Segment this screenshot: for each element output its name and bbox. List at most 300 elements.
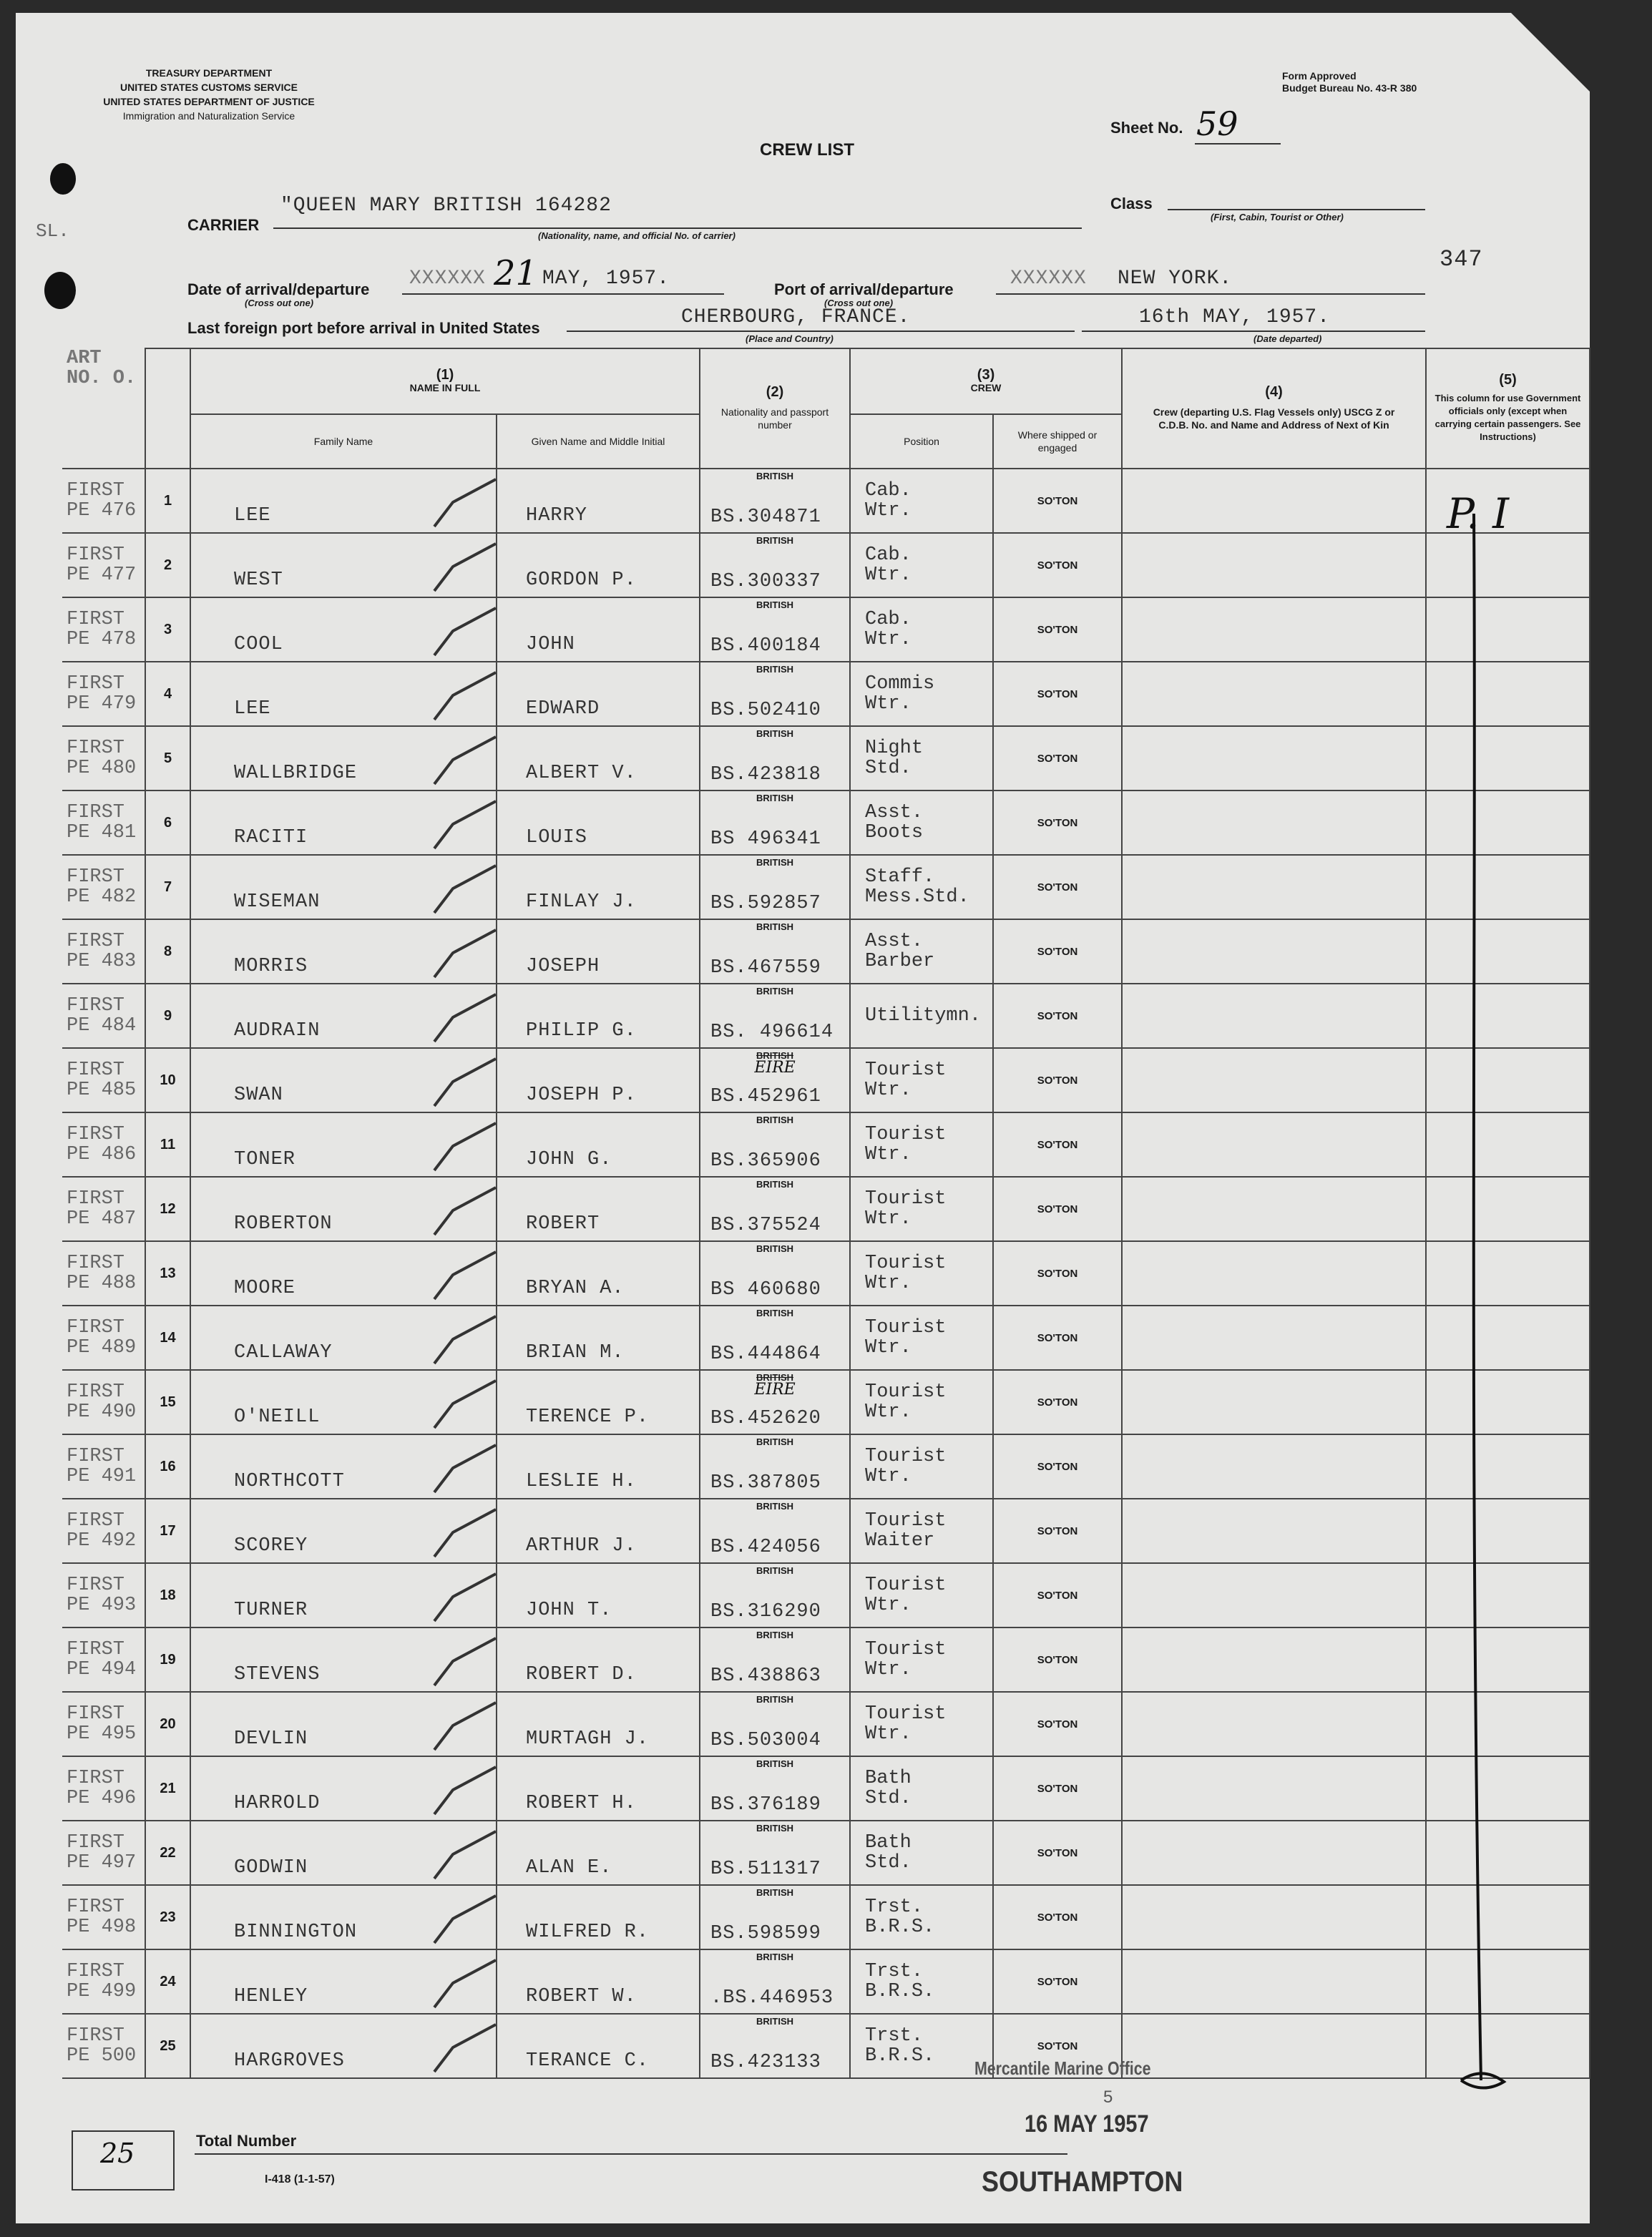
row-number: 23 — [145, 1885, 190, 1949]
position-cell — [850, 1949, 993, 2014]
nationality: BRITISH — [756, 1823, 794, 1834]
family-name: TONER — [234, 1149, 296, 1170]
position-line: Tourist — [865, 1510, 947, 1532]
check-mark — [427, 1568, 506, 1625]
given-name-cell — [497, 1370, 700, 1434]
check-mark — [427, 1311, 506, 1368]
margin-class: FIRST — [67, 802, 125, 823]
passport-number: BS.304871 — [710, 506, 821, 528]
nationality: BRITISH — [756, 1887, 794, 1898]
position-line: Tourist — [865, 1059, 947, 1081]
given-name: ALAN E. — [526, 1857, 612, 1879]
passport-number: BS.444864 — [710, 1343, 821, 1365]
margin-class: FIRST — [67, 1317, 125, 1338]
given-name-header: Given Name and Middle Initial — [497, 414, 700, 469]
nationality: BRITISH — [756, 1565, 794, 1576]
col4-title: Crew (departing U.S. Flag Vessels only) USCG Z or C.D.B. No. and Name and Address of Next of Kin — [1153, 406, 1395, 431]
given-name-cell — [497, 1241, 700, 1306]
margin-pe: PE 478 — [67, 629, 137, 650]
table-row — [62, 1112, 1590, 1177]
col5-title: This column for use Government officials only (except when carrying certain passengers. See Instructions) — [1434, 393, 1581, 442]
nationality: BRITISH — [756, 921, 794, 932]
given-name: TERANCE C. — [526, 2050, 650, 2072]
col5-mark: P. I — [1447, 489, 1510, 538]
crew-list-document — [16, 13, 1590, 2223]
position-line: Wtr. — [865, 1466, 911, 1487]
position-line: Asst. — [865, 802, 924, 823]
nationality: BRITISH — [756, 535, 794, 546]
family-name-cell — [190, 1692, 497, 1756]
check-mark — [427, 1890, 506, 1947]
margin-note-cell — [62, 790, 145, 855]
passport-number: BS.400184 — [710, 635, 821, 657]
check-mark — [427, 667, 506, 724]
table-row — [62, 726, 1590, 790]
next-of-kin-cell — [1122, 1434, 1426, 1499]
position-line: Tourist — [865, 1124, 947, 1145]
margin-pe: PE 486 — [67, 1144, 137, 1165]
margin-class: FIRST — [67, 1703, 125, 1725]
next-of-kin-cell — [1122, 1370, 1426, 1434]
row-number: 14 — [145, 1306, 190, 1370]
check-mark — [427, 1826, 506, 1883]
position-line: Wtr. — [865, 564, 911, 586]
margin-note-cell — [62, 1434, 145, 1499]
table-row — [62, 1885, 1590, 1949]
margin-class: FIRST — [67, 1639, 125, 1660]
family-name-cell — [190, 984, 497, 1048]
family-name: GODWIN — [234, 1857, 308, 1879]
position-cell — [850, 1499, 993, 1563]
table-row — [62, 984, 1590, 1048]
carrier-hint: (Nationality, name, and official No. of carrier) — [538, 230, 735, 241]
sheet-number: 59 — [1196, 104, 1238, 143]
margin-note-cell — [62, 1112, 145, 1177]
family-name: ROBERTON — [234, 1213, 333, 1235]
last-port-label: Last foreign port before arrival in United States — [187, 319, 540, 337]
nationality: BRITISH — [756, 1436, 794, 1447]
family-name: RACITI — [234, 827, 308, 848]
position-cell — [850, 662, 993, 726]
position-line: Wtr. — [865, 1337, 911, 1359]
nationality: BRITISH — [756, 1243, 794, 1254]
position-line: Tourist — [865, 1446, 947, 1467]
class-label: Class — [1110, 195, 1153, 212]
margin-pe: PE 497 — [67, 1852, 137, 1874]
next-of-kin-cell — [1122, 790, 1426, 855]
nationality-cell — [700, 597, 850, 662]
margin-note-cell — [62, 1756, 145, 1821]
position-line: Std. — [865, 1788, 911, 1809]
position-cell — [850, 984, 993, 1048]
given-name: JOSEPH — [526, 956, 600, 977]
row-number: 9 — [145, 984, 190, 1048]
given-name: TERENCE P. — [526, 1406, 650, 1428]
port-hint: (Cross out one) — [824, 298, 894, 308]
position-line: Tourist — [865, 1703, 947, 1725]
nationality: BRITISH — [756, 1952, 794, 1962]
position-line: Tourist — [865, 1188, 947, 1210]
row-number: 13 — [145, 1241, 190, 1306]
position-cell — [850, 855, 993, 919]
where-shipped: SO'TON — [993, 1949, 1122, 2014]
passport-number: BS.503004 — [710, 1730, 821, 1751]
position-cell — [850, 919, 993, 984]
margin-note-cell — [62, 1563, 145, 1627]
date-value: MAY, 1957. — [542, 268, 670, 290]
position-line: Night — [865, 738, 924, 759]
where-shipped: SO'TON — [993, 1692, 1122, 1756]
margin-class: FIRST — [67, 995, 125, 1017]
next-of-kin-cell — [1122, 533, 1426, 597]
position-line: Cab. — [865, 480, 911, 501]
table-row — [62, 469, 1590, 533]
table-row — [62, 1306, 1590, 1370]
family-name: COOL — [234, 634, 283, 655]
position-cell — [850, 1177, 993, 1241]
nationality: EIRE — [754, 1059, 796, 1077]
passport-number: BS.467559 — [710, 957, 821, 979]
nationality-header — [700, 348, 850, 469]
family-name: CALLAWAY — [234, 1342, 333, 1364]
margin-note-cell — [62, 1499, 145, 1563]
margin-pe: PE 484 — [67, 1015, 137, 1037]
row-number: 17 — [145, 1499, 190, 1563]
nationality-cell — [700, 1949, 850, 2014]
position-line: Trst. — [865, 1896, 924, 1918]
margin-pe: PE 485 — [67, 1080, 137, 1101]
given-name-cell — [497, 1434, 700, 1499]
punch-hole — [50, 163, 76, 195]
family-name-cell — [190, 1756, 497, 1821]
margin-pe: PE 496 — [67, 1788, 137, 1809]
where-shipped: SO'TON — [993, 1627, 1122, 1692]
passport-number: BS.423818 — [710, 764, 821, 785]
margin-pe: PE 499 — [67, 1981, 137, 2002]
family-name-cell — [190, 1949, 497, 2014]
position-cell — [850, 790, 993, 855]
next-of-kin-cell — [1122, 1306, 1426, 1370]
table-row — [62, 1499, 1590, 1563]
where-shipped: SO'TON — [993, 1177, 1122, 1241]
nationality: BRITISH — [756, 471, 794, 481]
given-name-cell — [497, 1821, 700, 1885]
nationality-cell — [700, 2014, 850, 2078]
position-cell — [850, 1112, 993, 1177]
nationality: BRITISH — [756, 599, 794, 610]
row-number: 7 — [145, 855, 190, 919]
given-name-cell — [497, 2014, 700, 2078]
position-cell — [850, 1692, 993, 1756]
col1-number: (1) — [436, 367, 454, 383]
agency-line: TREASURY DEPARTMENT — [145, 67, 273, 79]
margin-class: FIRST — [67, 480, 125, 501]
margin-note-cell — [62, 1306, 145, 1370]
margin-note-cell — [62, 597, 145, 662]
given-name-cell — [497, 790, 700, 855]
position-cell — [850, 1885, 993, 1949]
family-name-cell — [190, 1821, 497, 1885]
position-line: Std. — [865, 1852, 911, 1874]
row-number: 25 — [145, 2014, 190, 2078]
row-number: 3 — [145, 597, 190, 662]
margin-pe: PE 493 — [67, 1595, 137, 1616]
family-name-cell — [190, 1563, 497, 1627]
margin-note-cell — [62, 1692, 145, 1756]
margin-note-cell — [62, 1370, 145, 1434]
carrier-value: "QUEEN MARY BRITISH 164282 — [280, 195, 612, 217]
passport-number: BS.423133 — [710, 2052, 821, 2073]
total-value: 25 — [100, 2138, 135, 2169]
next-of-kin-cell — [1122, 2014, 1426, 2078]
next-of-kin-cell — [1122, 984, 1426, 1048]
table-row — [62, 1692, 1590, 1756]
margin-pe: PE 476 — [67, 500, 137, 522]
next-of-kin-cell — [1122, 1241, 1426, 1306]
given-name-cell — [497, 1563, 700, 1627]
agency-line: Immigration and Naturalization Service — [122, 110, 295, 122]
given-name-cell — [497, 1885, 700, 1949]
port-struck: XXXXXX — [1010, 268, 1087, 290]
where-shipped: SO'TON — [993, 984, 1122, 1048]
table-row — [62, 1241, 1590, 1306]
position-line: Asst. — [865, 931, 924, 952]
where-shipped: SO'TON — [993, 1563, 1122, 1627]
col1-title: NAME IN FULL — [409, 382, 481, 393]
punch-hole — [44, 272, 76, 309]
table-row — [62, 1949, 1590, 2014]
margin-class: FIRST — [67, 931, 125, 952]
margin-class: FIRST — [67, 673, 125, 695]
family-name-cell — [190, 1048, 497, 1112]
nationality-cell — [700, 790, 850, 855]
where-shipped: SO'TON — [993, 2014, 1122, 2078]
position-cell — [850, 533, 993, 597]
given-name-cell — [497, 984, 700, 1048]
col2-title: Nationality and passport number — [720, 406, 829, 431]
family-name: MORRIS — [234, 956, 308, 977]
next-of-kin-cell — [1122, 1949, 1426, 2014]
check-mark — [427, 2019, 506, 2076]
margin-note-cell — [62, 1241, 145, 1306]
next-of-kin-cell — [1122, 469, 1426, 533]
where-shipped: SO'TON — [993, 1885, 1122, 1949]
margin-pe: PE 494 — [67, 1659, 137, 1680]
next-of-kin-cell — [1122, 1756, 1426, 1821]
position-cell — [850, 1821, 993, 1885]
position-line: Wtr. — [865, 500, 911, 522]
family-name: LEE — [234, 505, 271, 527]
nationality: BRITISH — [756, 2016, 794, 2027]
where-shipped: SO'TON — [993, 1434, 1122, 1499]
budget-bureau: Budget Bureau No. 43-R 380 — [1282, 82, 1417, 94]
where-shipped: SO'TON — [993, 1756, 1122, 1821]
nationality-cell — [700, 1499, 850, 1563]
check-mark — [427, 474, 506, 531]
position-line: B.R.S. — [865, 1917, 935, 1938]
passport-number: .BS.446953 — [710, 1987, 834, 2009]
check-mark — [427, 1182, 506, 1239]
margin-pe: PE 479 — [67, 693, 137, 715]
given-name-cell — [497, 533, 700, 597]
port-value: NEW YORK. — [1118, 268, 1233, 290]
position-line: Std. — [865, 758, 911, 779]
position-cell — [850, 1563, 993, 1627]
stamp-place: SOUTHAMPTON — [982, 2166, 1183, 2198]
last-port-value: CHERBOURG, FRANCE. — [681, 306, 911, 328]
passport-number: BS 496341 — [710, 828, 821, 850]
col3-number: (3) — [977, 367, 995, 383]
nationality-struck: BRITISH — [756, 1372, 794, 1383]
nationality-cell — [700, 984, 850, 1048]
passport-number: BS.300337 — [710, 571, 821, 592]
row-number: 4 — [145, 662, 190, 726]
given-name: JOSEPH P. — [526, 1085, 637, 1106]
margin-note-cell — [62, 469, 145, 533]
margin-class: FIRST — [67, 1446, 125, 1467]
nationality: BRITISH — [756, 857, 794, 868]
table-row — [62, 1370, 1590, 1434]
nationality-cell — [700, 662, 850, 726]
position-line: Tourist — [865, 1317, 947, 1338]
given-name: ROBERT W. — [526, 1986, 637, 2007]
check-mark — [427, 731, 506, 788]
nationality: BRITISH — [756, 1179, 794, 1190]
family-name: BINNINGTON — [234, 1922, 358, 1943]
family-name-cell — [190, 533, 497, 597]
row-number: 11 — [145, 1112, 190, 1177]
margin-class: FIRST — [67, 1961, 125, 1982]
check-mark — [427, 1697, 506, 1754]
check-mark — [427, 1117, 506, 1175]
position-cell — [850, 726, 993, 790]
margin-class: FIRST — [67, 2025, 125, 2047]
check-mark — [427, 602, 506, 660]
family-name-cell — [190, 726, 497, 790]
nationality-cell — [700, 1692, 850, 1756]
margin-class: FIRST — [67, 1059, 125, 1081]
passport-number: BS.452620 — [710, 1408, 821, 1429]
given-name: EDWARD — [526, 698, 600, 720]
given-name-cell — [497, 469, 700, 533]
where-shipped: SO'TON — [993, 790, 1122, 855]
check-mark — [427, 1954, 506, 2012]
nationality: EIRE — [754, 1381, 796, 1399]
last-port-hint: (Place and Country) — [746, 333, 834, 344]
date-label: Date of arrival/departure — [187, 280, 370, 298]
next-of-kin-cell — [1122, 662, 1426, 726]
given-name: JOHN — [526, 634, 575, 655]
family-name: MOORE — [234, 1278, 296, 1299]
check-mark — [427, 1633, 506, 1690]
row-number: 21 — [145, 1756, 190, 1821]
check-mark — [427, 1439, 506, 1497]
col2-number: (2) — [766, 384, 784, 400]
given-name: ROBERT D. — [526, 1664, 637, 1685]
given-name: BRIAN M. — [526, 1342, 625, 1364]
nationality: BRITISH — [756, 728, 794, 739]
art-no-header: ART NO. O. — [62, 348, 145, 469]
margin-pe: PE 489 — [67, 1337, 137, 1359]
family-name-cell — [190, 597, 497, 662]
nationality: BRITISH — [756, 1115, 794, 1125]
where-shipped: SO'TON — [993, 1370, 1122, 1434]
family-name: HENLEY — [234, 1986, 308, 2007]
form-number: I-418 (1-1-57) — [265, 2173, 335, 2185]
nationality: BRITISH — [756, 1630, 794, 1640]
date-day: 21 — [494, 253, 538, 293]
position-header: Position — [850, 414, 993, 469]
given-name: PHILIP G. — [526, 1020, 637, 1042]
position-line: Tourist — [865, 1253, 947, 1274]
family-name: NORTHCOTT — [234, 1471, 345, 1492]
position-line: Bath — [865, 1768, 911, 1789]
position-line: Wtr. — [865, 1080, 911, 1101]
margin-pe: PE 477 — [67, 564, 137, 586]
margin-pe: PE 480 — [67, 758, 137, 779]
next-of-kin-cell — [1122, 1885, 1426, 1949]
passport-number: BS.424056 — [710, 1537, 821, 1558]
margin-class: FIRST — [67, 1575, 125, 1596]
family-name: WEST — [234, 569, 283, 591]
date-hint: (Cross out one) — [245, 298, 314, 308]
given-name: JOHN G. — [526, 1149, 612, 1170]
passport-number: BS.365906 — [710, 1150, 821, 1172]
family-name-cell — [190, 1306, 497, 1370]
margin-class: FIRST — [67, 1381, 125, 1403]
next-of-kin-cell — [1122, 1821, 1426, 1885]
next-of-kin-cell — [1122, 855, 1426, 919]
next-of-kin-cell — [1122, 1627, 1426, 1692]
nationality-cell — [700, 1048, 850, 1112]
where-shipped: SO'TON — [993, 533, 1122, 597]
given-name-cell — [497, 1627, 700, 1692]
given-name-cell — [497, 1499, 700, 1563]
margin-note-cell — [62, 919, 145, 984]
family-name: TURNER — [234, 1600, 308, 1621]
given-name: MURTAGH J. — [526, 1728, 650, 1750]
passport-number: BS.375524 — [710, 1215, 821, 1236]
crew-header — [850, 348, 1122, 414]
next-of-kin-cell — [1122, 1563, 1426, 1627]
position-line: Tourist — [865, 1575, 947, 1596]
table-row — [62, 790, 1590, 855]
col3-title: CREW — [970, 382, 1002, 393]
family-name: WALLBRIDGE — [234, 763, 358, 784]
position-line: Utilitymn. — [865, 1005, 982, 1027]
date-struck: XXXXXX — [409, 268, 486, 290]
form-approval — [1282, 70, 1417, 94]
port-label: Port of arrival/departure — [774, 280, 954, 298]
margin-class: FIRST — [67, 1768, 125, 1789]
nationality-cell — [700, 1756, 850, 1821]
nationality: BRITISH — [756, 1501, 794, 1512]
position-line: Trst. — [865, 1961, 924, 1982]
passport-number: BS.598599 — [710, 1923, 821, 1944]
table-row — [62, 1048, 1590, 1112]
nationality-cell — [700, 1821, 850, 1885]
position-cell — [850, 597, 993, 662]
margin-note-cell — [62, 533, 145, 597]
position-cell — [850, 2014, 993, 2078]
position-line: Waiter — [865, 1530, 935, 1552]
given-name-cell — [497, 1177, 700, 1241]
family-name: SCOREY — [234, 1535, 308, 1557]
position-line: Barber — [865, 951, 935, 972]
family-name-cell — [190, 919, 497, 984]
position-line: Wtr. — [865, 1208, 911, 1230]
table-row — [62, 1563, 1590, 1627]
